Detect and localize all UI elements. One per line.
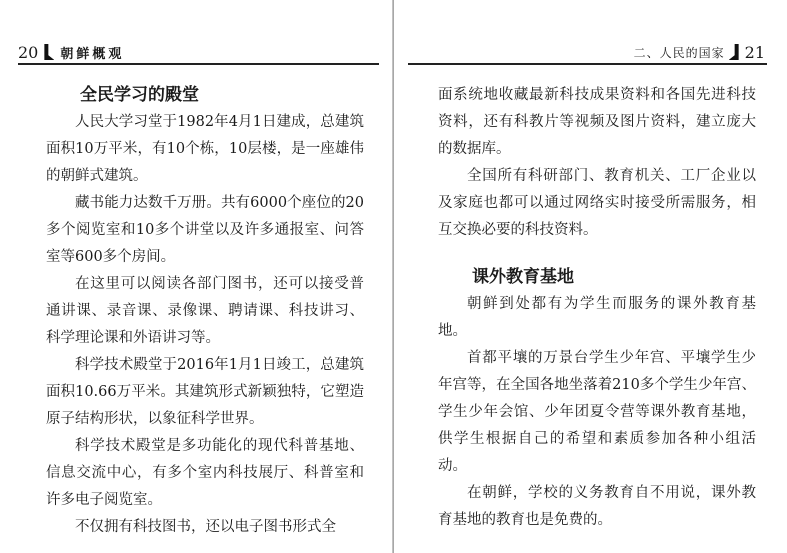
left-page bbox=[0, 0, 393, 553]
paragraph: 首都平壤的万景台学生少年宫、平壤学生少年宫等，在全国各地坐落着210多个学生少年宫、学生少年会馆、少年团夏令营等课外教育基地，供学生根据自己的希望和素质参加各种小组活动。 bbox=[438, 350, 756, 474]
paragraph: 在这里可以阅读各部门图书，还可以接受普通讲课、录音课、录像课、聘请课、科技讲习、科学理论课和外语讲习等。 bbox=[46, 276, 364, 346]
paragraph: 在朝鲜，学校的义务教育自不用说，课外教育基地的教育也是免费的。 bbox=[438, 485, 756, 528]
section-title: 课外教育基地 bbox=[472, 267, 574, 287]
header-rule bbox=[408, 63, 767, 65]
paragraph: 朝鲜到处都有为学生而服务的课外教育基地。 bbox=[438, 296, 756, 339]
paragraph: 人民大学习堂于1982年4月1日建成，总建筑面积10万平米，有10个栋，10层楼，是一座雄伟的朝鲜式建筑。 bbox=[46, 114, 364, 184]
paragraph: 科学技术殿堂是多功能化的现代科普基地、信息交流中心，有多个室内科技展厅、科普室和许多电子阅览室。 bbox=[46, 438, 364, 508]
bracket-mark-icon bbox=[44, 44, 54, 60]
bracket-mark-icon bbox=[729, 44, 739, 60]
header-rule bbox=[18, 63, 379, 65]
paragraph: 科学技术殿堂于2016年1月1日竣工，总建筑面积10.66万平米。其建筑形式新颖独特，它塑造原子结构形状，以象征科学世界。 bbox=[46, 357, 364, 427]
paragraph: 藏书能力达数千万册。共有6000个座位的20多个阅览室和10多个讲堂以及许多通报室、问答室等600多个房间。 bbox=[46, 195, 364, 265]
section-title: 全民学习的殿堂 bbox=[80, 85, 199, 105]
running-title: 朝鲜概观 bbox=[60, 46, 125, 62]
paragraph: 面系统地收藏最新科技成果资料和各国先进科技资料，还有科教片等视频及图片资料，建立庞大的数据库。 bbox=[438, 87, 756, 157]
paragraph: 全国所有科研部门、教育机关、工厂企业以及家庭也都可以通过网络实时接受所需服务，相互交换必要的科技资料。 bbox=[438, 168, 756, 238]
page-number: 20 bbox=[18, 42, 39, 62]
page-number: 21 bbox=[744, 42, 765, 62]
running-title: 二、人民的国家 bbox=[633, 45, 725, 60]
left-page-header bbox=[18, 42, 124, 62]
right-page-body bbox=[438, 82, 756, 534]
right-page-header bbox=[634, 42, 765, 62]
left-page-body bbox=[46, 82, 364, 541]
right-page bbox=[394, 0, 787, 553]
paragraph: 不仅拥有科技图书，还以电子图书形式全 bbox=[75, 519, 336, 535]
